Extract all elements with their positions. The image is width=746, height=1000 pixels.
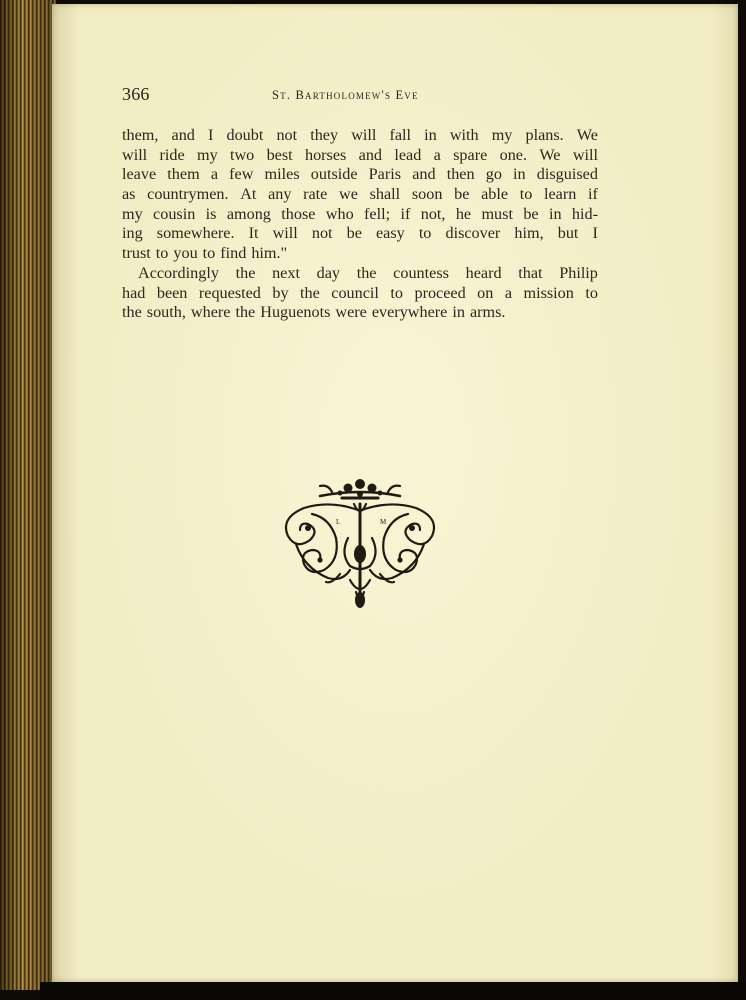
scan-bottom-border — [40, 982, 746, 1000]
text-line: trust to you to find him." — [122, 244, 288, 263]
body-text — [122, 126, 598, 323]
floral-ornament-icon — [270, 474, 450, 614]
text-line: Accordingly the next day the countess heard that Philip — [138, 263, 598, 282]
book-page-edges — [0, 0, 56, 990]
running-title: St. Bartholomew's Eve — [272, 88, 419, 102]
text-line: my cousin is among those who fell; if not, he must be in hid- — [122, 204, 598, 223]
text-line: will ride my two best horses and lead a spare one. We will — [122, 145, 598, 164]
ornament-letter: L — [336, 518, 341, 526]
text-line: the south, where the Huguenots were everywhere in arms. — [122, 303, 506, 322]
running-head — [122, 84, 598, 108]
text-line: had been requested by the council to proceed on a mission to — [122, 283, 598, 302]
text-line: as countrymen. At any rate we shall soon be able to learn if — [122, 185, 598, 204]
text-line: ing somewhere. It will not be easy to discover him, but I — [122, 224, 598, 243]
page-number: 366 — [122, 84, 150, 104]
text-line: them, and I doubt not they will fall in with my plans. We — [122, 126, 598, 144]
text-line: leave them a few miles outside Paris and then go in disguised — [122, 165, 598, 184]
ornament-letter: M — [380, 518, 387, 526]
